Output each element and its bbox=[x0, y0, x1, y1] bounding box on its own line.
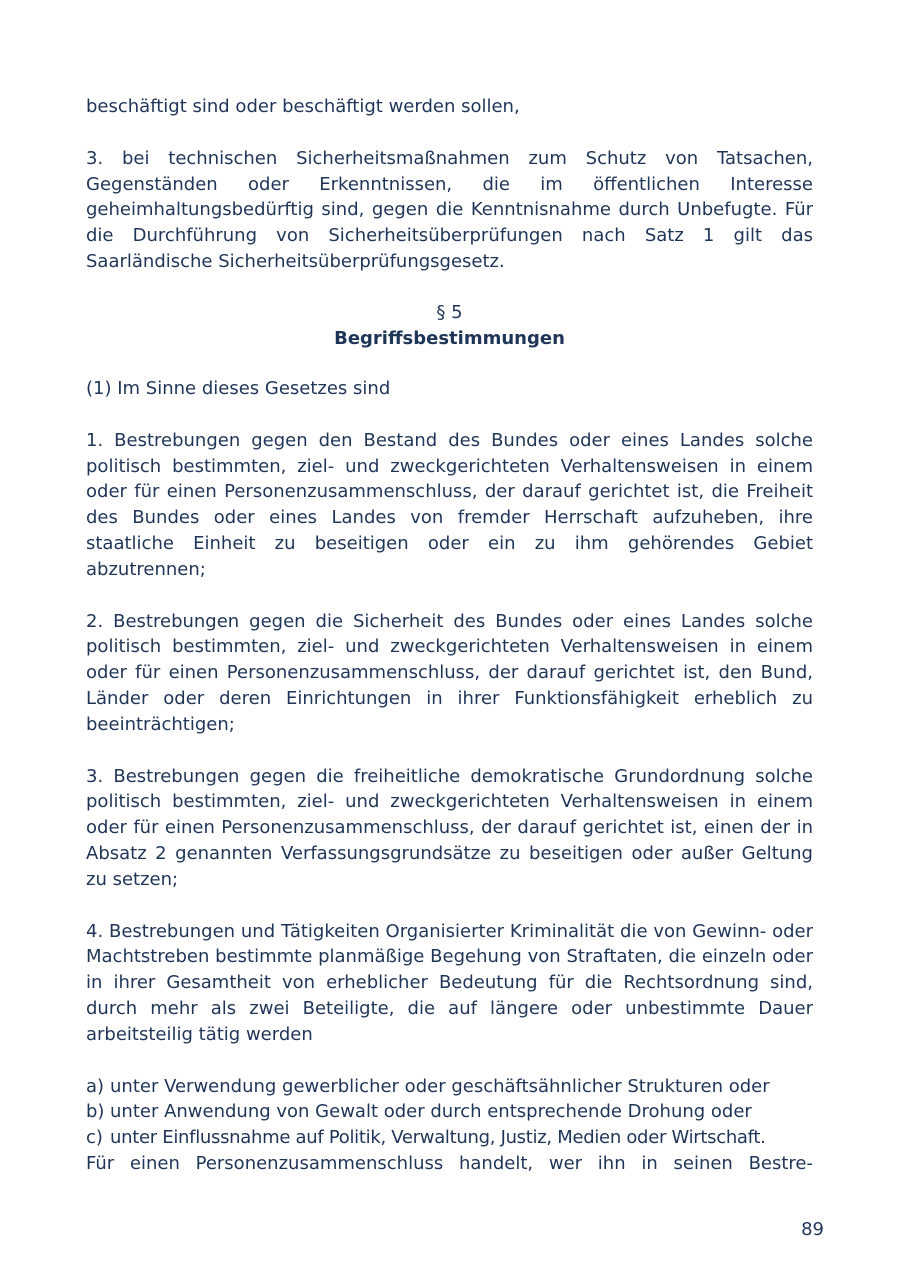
section-title: Begriffsbestimmungen bbox=[334, 328, 565, 349]
page-number: 89 bbox=[801, 1219, 824, 1240]
sub-item-text: unter Anwendung von Gewalt oder durch entsprechende Drohung oder bbox=[110, 1101, 752, 1123]
sub-item-a bbox=[86, 1074, 813, 1100]
section-number: § 5 bbox=[436, 302, 463, 323]
sub-item-c bbox=[86, 1125, 813, 1151]
definition-4: 4. Bestrebungen und Tätigkeiten Organisierter Kriminalität die von Gewinn- oder Machtstreben bestimmte planmäßige Begehung von Straftaten, die einzeln oder in ihrer Gesamtheit von erheblicher Bedeutung für die Rechtsordnung sind, durch mehr als zwei Beteiligte, die auf längere oder unbestimmte Dauer arbeitsteilig tätig werden bbox=[86, 920, 813, 1045]
sub-item-text: unter Verwendung gewerblicher oder geschäftsähnlicher Strukturen oder bbox=[110, 1075, 770, 1097]
definition-1: 1. Bestrebungen gegen den Bestand des Bundes oder eines Landes solche politisch bestimmten, ziel- und zweckgerichteten Verhaltensweisen in einem oder für einen Personenzusammenschluss, der darauf gerichtet ist, die Freiheit des Bundes oder eines Landes von fremder Herrschaft aufzuheben, ihre staatliche Einheit zu beseitigen oder ein zu ihm gehörendes Gebiet abzutrennen; bbox=[86, 429, 813, 580]
sub-item-b bbox=[86, 1099, 813, 1125]
sub-item-marker: a) bbox=[86, 1075, 105, 1097]
intro-paragraph: (1) Im Sinne dieses Gesetzes sind bbox=[86, 378, 391, 399]
sub-item-marker: b) bbox=[86, 1101, 105, 1123]
closing-line: Für einen Personenzusammenschluss handelt, wer ihn in seinen Bestre- bbox=[86, 1152, 813, 1174]
definition-3: 3. Bestrebungen gegen die freiheitliche demokratische Grundordnung solche politisch bestimmten, ziel- und zweckgerichteten Verhaltensweisen in einem oder für einen Personenzusammenschluss, der darauf gerichtet ist, einen der in Absatz 2 genannten Verfassungsgrundsätze zu beseitigen oder außer Geltung zu setzen; bbox=[86, 765, 813, 890]
sub-item-text: unter Einflussnahme auf Politik, Verwaltung, Justiz, Medien oder Wirtschaft. bbox=[110, 1127, 766, 1149]
body-text-definitions bbox=[86, 376, 813, 1177]
sub-item-marker: c) bbox=[86, 1127, 103, 1149]
paragraph-continuation: beschäftigt sind oder beschäftigt werden sollen, bbox=[86, 96, 520, 117]
body-text-top bbox=[86, 94, 813, 275]
paragraph-item-3: 3. bei technischen Sicherheitsmaßnahmen zum Schutz von Tatsachen, Gegenständen oder Erkenntnissen, die im öffentlichen Interesse geheimhaltungsbedürftig sind, gegen die Kenntnisnahme durch Unbefugte. Für die Durchführung von Sicherheitsüberprüfungen nach Satz 1 gilt das Saarländische Sicherheitsüberprüfungsgesetz. bbox=[86, 147, 813, 272]
definition-2: 2. Bestrebungen gegen die Sicherheit des Bundes oder eines Landes solche politisch bestimmten, ziel- und zweckgerichteten Verhaltensweisen in einem oder für einen Personenzusammenschluss, der darauf gerichtet ist, den Bund, Länder oder deren Einrichtungen in ihrer Funktionsfähigkeit erheblich zu beeinträchtigen; bbox=[86, 610, 813, 735]
